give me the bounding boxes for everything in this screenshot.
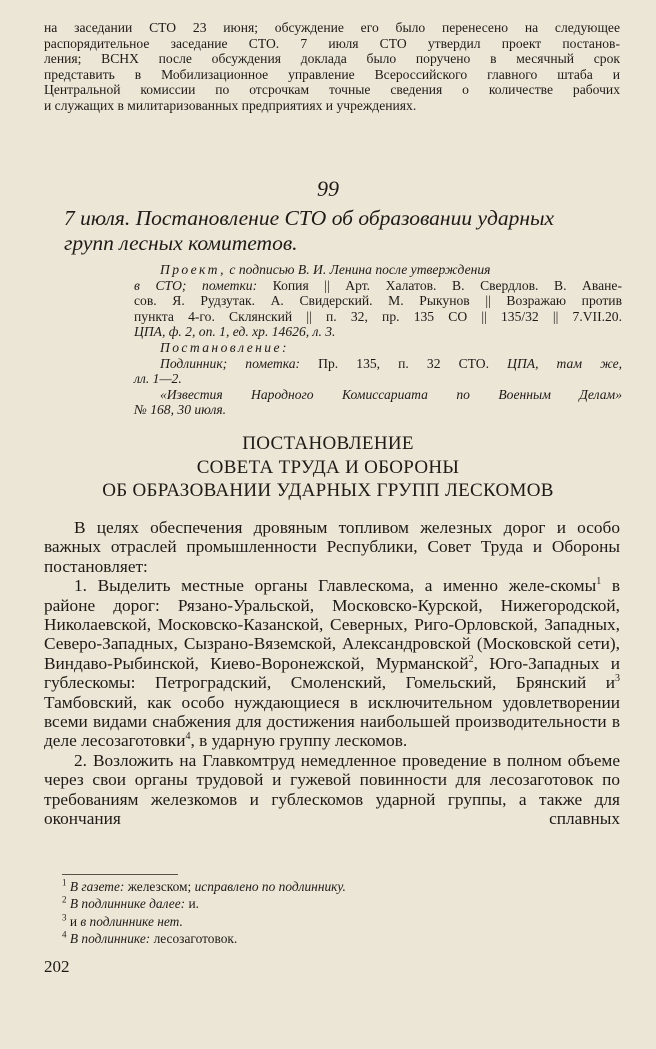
- intro-line: представить в Мобилизационное управление Всероссийского главного штаба и: [44, 66, 620, 82]
- source-line: [160, 262, 622, 278]
- page-number: 202: [44, 957, 70, 976]
- footnote-text: железском;: [124, 879, 195, 894]
- document-number: 99: [317, 176, 339, 201]
- footnote-number: 1: [62, 877, 67, 888]
- source-notes: [134, 262, 622, 418]
- intro-line: распорядительное заседание СТО. 7 июля СТО утвердил проект постанов-: [44, 35, 620, 51]
- footnote-number: 2: [62, 894, 67, 905]
- document-title-line: групп лесных комитетов.: [64, 231, 298, 255]
- intro-line: и служащих в милитаризованных предприятиях и учреждениях.: [44, 97, 417, 113]
- intro-line: ления; ВСНХ после обсуждения доклада было поручено в месячный срок: [44, 51, 620, 67]
- footnote-text: исправлено по подлиннику.: [194, 879, 346, 894]
- body-text: , Юго-Западных и гублескомы: Петроградский, Смоленский, Гомельский, Брянский и: [44, 653, 620, 693]
- footnote-text: В подлиннике далее:: [69, 896, 186, 912]
- footnotes: [62, 878, 562, 947]
- source-line: [134, 278, 622, 294]
- source-text: с подписью В. И. Ленина после утверждения: [225, 262, 491, 277]
- footnote: [62, 913, 562, 930]
- intro-line: на заседании СТО 23 июня; обсуждение его было перенесено на следующее: [44, 20, 620, 35]
- intro-paragraph: [44, 20, 620, 114]
- document-title: [64, 206, 624, 256]
- body-text: Тамбовский, как особо нуждающиеся в исключительном удовлетворении всеми видами снабжения для достижения наибольшей производительности в деле лесозаготовки: [44, 692, 620, 751]
- footnote: [62, 895, 562, 912]
- document-title-line: 7 июля. Постановление СТО об образовании ударных: [64, 206, 555, 230]
- source-line: пункта 4-го. Склянский || п. 32, пр. 135 СО || 135/32 || 7.VII.20.: [134, 308, 622, 324]
- source-text: в СТО; пометки:: [134, 277, 258, 293]
- footnote-text: в подлиннике нет.: [80, 913, 183, 929]
- body-paragraph: В целях обеспечения дровяным топливом железных дорог и особо важных отраслей промышленности Республики, Совет Труда и Обороны постановляет:: [44, 518, 620, 576]
- footnote-text: и: [69, 913, 81, 929]
- resolution-body: [44, 518, 620, 829]
- footnote-number: 3: [62, 912, 67, 923]
- footnote: [62, 930, 562, 947]
- heading-line: ОБ ОБРАЗОВАНИИ УДАРНЫХ ГРУПП ЛЕСКОМОВ: [102, 480, 554, 501]
- footnote-text: В подлиннике:: [69, 930, 151, 946]
- heading-line: ПОСТАНОВЛЕНИЕ: [242, 433, 414, 454]
- source-text: Подлинник; пометка:: [160, 355, 301, 371]
- footnote-ref: 1: [596, 576, 602, 588]
- source-line: сов. Я. Рудзутак. А. Свидерский. М. Рыкунов || Возражаю против: [134, 293, 622, 309]
- resolution-heading: [0, 432, 656, 503]
- footnote-ref: 4: [185, 731, 191, 743]
- source-line: «Известия Народного Комиссариата по Военным Делам»: [160, 386, 622, 402]
- footnote-ref: 3: [615, 673, 620, 685]
- footnote-text: лесозаготовок.: [150, 930, 238, 946]
- source-line: лл. 1—2.: [134, 371, 182, 387]
- source-text: ЦПА, там же,: [507, 355, 622, 371]
- footnote-text: В газете:: [69, 879, 125, 894]
- source-line: ЦПА, ф. 2, оп. 1, ед. хр. 14626, л. 3.: [134, 324, 336, 340]
- footnote: [62, 878, 562, 895]
- source-label: Проект,: [160, 262, 226, 277]
- footnote-ref: 2: [468, 654, 474, 666]
- footnote-divider: [62, 874, 178, 875]
- body-text: 1. Выделить местные органы Главлескома, а именно желе-скомы: [74, 576, 597, 596]
- source-text: Копия || Арт. Халатов. В. Свердлов. В. Аване-: [257, 277, 622, 293]
- body-text: в районе дорог: Рязано-Уральской, Московско-Курской, Нижегородской, Николаевской, Московско-Казанской, Северных, Риго-Орловской, Западных, Северо-Западных, Сызрано-Вяземской, Александровской (Московской сети), Виндаво-Рыбинской, Киево-Воронежской, Мурманской: [44, 576, 620, 673]
- body-paragraph: 2. Возложить на Главкомтруд немедленное проведение в полном объеме через свои органы трудовой и гужевой повинности для лесозаготовок по требованиям железкомов и гублескомов ударной группы, а также для окончания сплавных: [44, 750, 620, 829]
- body-paragraph: [44, 576, 620, 751]
- footnote-text: и.: [185, 896, 199, 912]
- body-text: , в ударную группу лескомов.: [190, 731, 408, 751]
- intro-line: Центральной комиссии по отсрочкам точные сведения о количестве рабочих: [44, 82, 620, 98]
- source-line: № 168, 30 июля.: [134, 402, 227, 418]
- source-line: [160, 356, 622, 372]
- source-text: Пр. 135, п. 32 СТО.: [300, 355, 508, 371]
- heading-line: СОВЕТА ТРУДА И ОБОРОНЫ: [196, 456, 460, 478]
- footnote-number: 4: [62, 929, 67, 940]
- source-line: Постановление:: [160, 339, 289, 355]
